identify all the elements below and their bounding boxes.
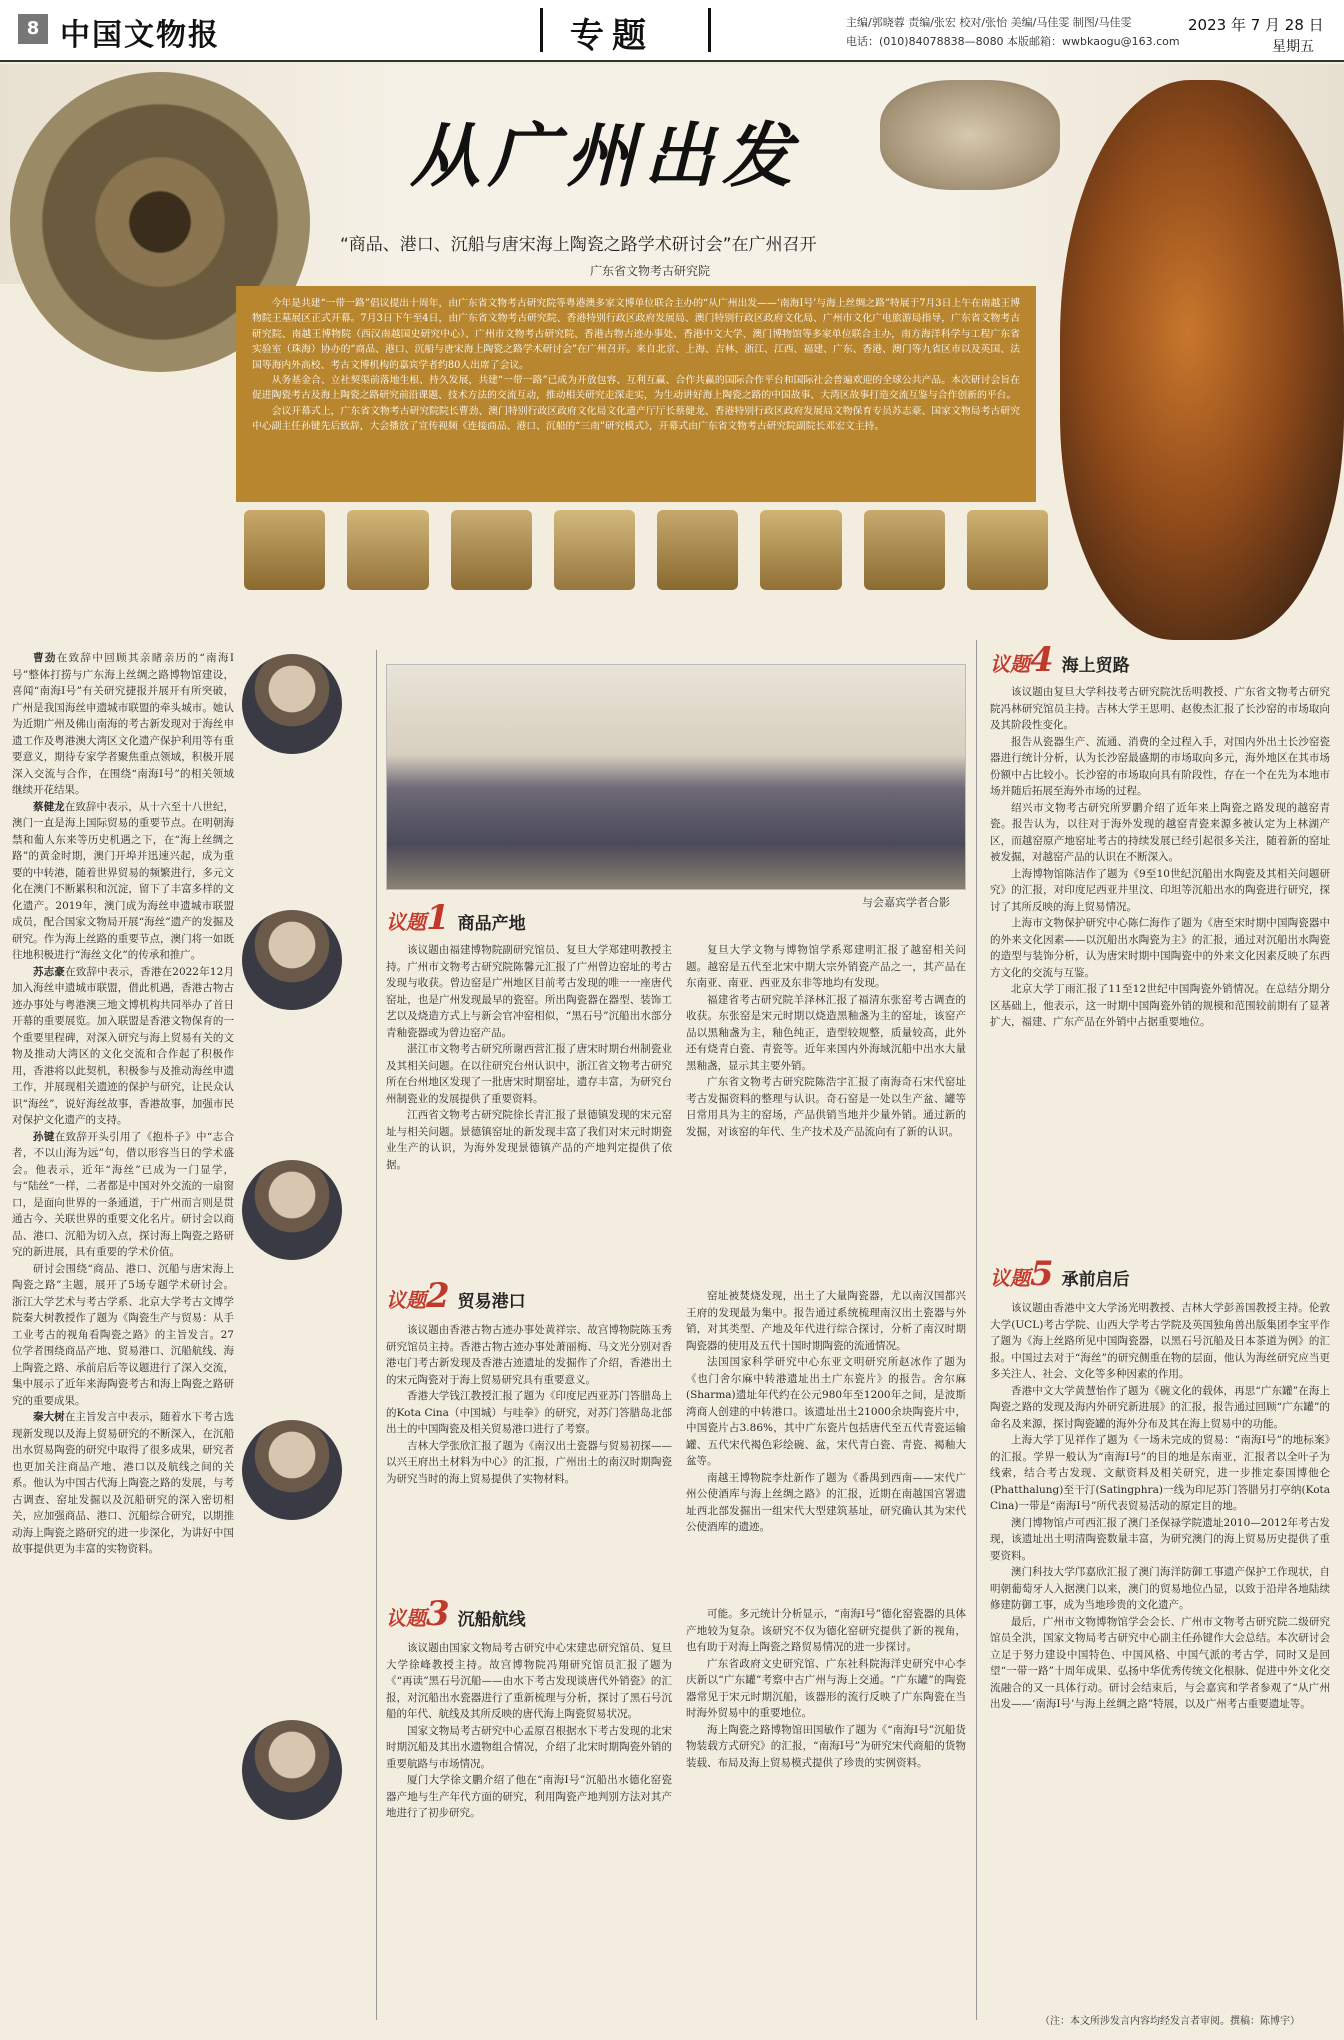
intro-text (252, 296, 1020, 435)
speaker-name: 曹劲 (33, 652, 57, 664)
headline-subtitle: “商品、港口、沉船与唐宋海上陶瓷之路学术研讨会”在广州召开 (340, 235, 817, 255)
topic-number: 4 (1030, 640, 1054, 680)
topic-title: 商品产地 (457, 914, 526, 934)
portrait-photo (242, 654, 342, 754)
sidebar-text: 在致辞中表示，香港在2022年12月加入海丝申遗城市联盟，借此机遇，香港古物古迹办事处与粤港澳三地文博机构共同举办了首日开幕的重要展览。加入联盟是香港文物保育的一个重要里程碑，对深入研究与海上贸易有关的文物及推动大湾区的文化交流和合作起了积极作用，香港将以此契机，积极参与及推动海丝申遗工作，并展现相关遗迹的保护与研究，让民众认识“海丝”，说好海丝故事，香港故事，加强市民对保护文化遗产的支持。 (12, 965, 234, 1126)
sidebar-text: 在主旨发言中表示，随着水下考古选现新发现以及海上贸易研究的不断深入，在沉船出水贸易陶瓷的研究中取得了很多成果，研究者也更加关注商品产地、港口以及航线之间的关系。他认为中国古代海上陶瓷之路的发展，与考古调查、窑址发掘以及沉船研究的深入密切相关，应加强商品、港口、沉船综合研究，以期推动海上陶瓷之路研究的进一步深化，为讲好中国故事提供更为丰富的实物资料。 (12, 1411, 234, 1555)
topic-1-heading (386, 898, 526, 938)
topic-paragraph: 该议题由香港中文大学汤光明教授、吉林大学彭善国教授主持。伦敦大学(UCL)考古学院、山西大学考古学院及英国独角兽出版集团李宝平作了题为《海上丝路所见中国陶瓷器，以黑石号沉船及日本茶道为例》的汇报。中国过去对于“海丝”的研究侧重在物的层面，他认为海丝研究应当更多关注人、社会、文化等多种因素的作用。 (990, 1302, 1330, 1380)
speaker-name: 孙键 (33, 1130, 55, 1143)
sidebar-text: 在致辞开头引用了《抱朴子》中“志合者，不以山海为远”句，借以形容当日的学术盛会。他表示，近年“海丝”已成为一门显学，与“陆丝”一样，二者都是中国对外交流的一扇窗口，是面向世界的一条通道，于广州而言则是贯通古今、关联世界的重要文化名片。研讨会以商品、港口、沉船为切入点，探讨海上陶瓷之路研究的新进展，具有重要的学术价值。 (12, 1130, 234, 1258)
speaker-name: 秦大树 (33, 1411, 65, 1423)
topic-paragraph: 该议题由国家文物局考古研究中心宋建忠研究馆员、复旦大学徐峰教授主持。故宫博物院冯翔研究馆员汇报了题为《“再读”黑石号沉船——由水下考古发现谈唐代外销瓷》的汇报，对沉船出水瓷器进行了重新梳理与分析，探讨了黑石号沉船的年代、航线及其所反映的唐代海上陶瓷贸易状况。 (386, 1642, 672, 1720)
topic-paragraph: 江西省文物考古研究院徐长青汇报了景德镇发现的宋元窑址与相关问题。景德镇窑址的新发现丰富了我们对宋元时期瓷业生产的认识，为海外发现景德镇产品的产地判定提供了依据。 (386, 1109, 672, 1171)
paper-name: 中国文物报 (60, 18, 220, 53)
artifact-image (967, 510, 1048, 590)
topic-3-heading (386, 1594, 526, 1634)
topic-paragraph: 法国国家科学研究中心东亚文明研究所赵冰作了题为《也门舍尔麻中转港遗址出土广东瓷片》的报告。舍尔麻(Sharma)遗址年代约在公元980年至1200年之间，是波斯湾商人创建的中转港口。该遗址出土21000余块陶瓷片中，中国瓷片占3.86%，其中广东瓷片包括唐代至五代青瓷运输罐、五代宋代褐色彩绘碗、盆，宋代青白瓷、青瓷、褐釉大盆等。 (686, 1356, 966, 1467)
topic-5-heading (990, 1254, 1130, 1294)
topic-prefix: 议题 (990, 1266, 1030, 1290)
column-divider (976, 640, 977, 2020)
portrait-photo (242, 910, 342, 1010)
group-photo (386, 664, 966, 890)
ceramic-bowl-image (880, 80, 1060, 190)
intro-box (236, 286, 1036, 502)
sidebar-paragraph (12, 1129, 234, 1261)
portrait-photo (242, 1420, 342, 1520)
topic-paragraph: 广东省文物考古研究院陈浩宇汇报了南海奇石宋代窑址考古发掘资料的整理与认识。奇石窑是一处以生产盆、罐等日常用具为主的窑场，产品供销当地并少量外销。通过新的发掘，对该窑的年代、生产技术及产品流向有了新的认识。 (686, 1076, 966, 1138)
topic-paragraph: 南越王博物院李灶新作了题为《番禺到西南——宋代广州公使酒库与海上丝绸之路》的汇报，近期在南越国宫署遗址西北部发掘出一组宋代大型建筑基址，研究确认其为宋代公使酒库的遗迹。 (686, 1471, 966, 1533)
topic-paragraph: 澳门博物馆卢可西汇报了澳门圣保禄学院遗址2010—2012年考古发现，该遗址出土明清陶瓷数量丰富，为研究澳门的海上贸易历史提供了重要资料。 (990, 1516, 1330, 1562)
topic-paragraph: 国家文物局考古研究中心孟原召根据水下考古发现的北宋时期沉船及其出水遗物组合情况，介绍了北宋时期陶瓷外销的重要航路与市场情况。 (386, 1724, 672, 1770)
artifact-image (244, 510, 325, 590)
sidebar-text: 在致辞中回顾其亲睹亲历的“南海Ⅰ号”整体打捞与广东海上丝绸之路博物馆建设，喜闻“南海Ⅰ号”有关研究捷报并展开有所突破，广州是我国海丝申遗城市联盟的牵头城市。她认为近期广州及佛山南海的考古新发现对于海丝申遗工作及粤港澳大湾区文化遗产保护利用等有重要意义，期待专家学者聚焦重点领域，积极开展深入交流与合作，在围绕“南海Ⅰ号”的相关领域继续开花结果。 (12, 652, 234, 796)
portrait-photo (242, 1160, 342, 1260)
masthead (0, 0, 1344, 62)
topic-paragraph: 绍兴市文物考古研究所罗鹏介绍了近年来上陶瓷之路发现的越窑青瓷。报告认为，以往对于海外发现的越窑青瓷来源多被认定为上林湖产区，而越窑原产地窑址考古的持续发展已经引起很多关注，随着新的窑址被发掘，对越窑产品的认识在不断深入。 (990, 801, 1330, 863)
topic-paragraph: 香港中文大学黄慧怡作了题为《碗文化的载体，再思“广东罐”在海上陶瓷之路的发现及海内外研究新进展》的汇报，报告通过回顾“广东罐”的命名及来源，探讨陶瓷罐的海外分布及其在海上贸易中的功能。 (990, 1384, 1330, 1430)
topic-4-heading (990, 640, 1130, 680)
intro-paragraph: 从务基金合、立社契渠前落地生根、持久发展，共建“一带一路”已成为开放包容、互利互赢、合作共赢的国际合作平台和国际社会普遍欢迎的全球公共产品。本次研讨会旨在促进陶瓷考古及海上陶瓷之路研究前沿课题、技术方法的交流互动，推动相关研究走深走实，为生动讲好海上陶瓷之路的中国故事、大湾区故事打造交流互鉴与合作创新的平台。 (252, 375, 1020, 402)
topic-paragraph: 复旦大学文物与博物馆学系郑建明汇报了越窑相关问题。越窑是五代至北宋中期大宗外销瓷产品之一，其产品在东南亚、南亚、西亚及东非等地均有发现。 (686, 944, 966, 989)
sidebar-paragraph (12, 964, 234, 1129)
masthead-divider-2 (708, 8, 711, 52)
artifact-image (760, 510, 841, 590)
photo-caption: 与会嘉宾学者合影 (862, 896, 950, 909)
topic-paragraph: 最后，广州市文物博物馆学会会长、广州市文物考古研究院二级研究馆员全洪，国家文物局考古研究中心副主任孙键作大会总结。本次研讨会立足于努力建设中国特色、中国风格、中国气派的考古学，同时又是回望“一带一路”十周年成果、弘扬中华优秀传统文化根脉、促进中外文化交流融合的又一具体行动。研讨会结束后，与会嘉宾和学者参观了“从广州出发——‘南海Ⅰ号’与海上丝绸之路”特展，以及广州考古重要遗址等。 (990, 1615, 1330, 1710)
credits-line-1: 主编/郭晓蓉 责编/张宏 校对/张怡 美编/马佳雯 制图/马佳雯 (846, 16, 1132, 29)
artifact-image (451, 510, 532, 590)
topic-title: 承前启后 (1061, 1270, 1130, 1290)
artifact-image (657, 510, 738, 590)
topic-prefix: 议题 (990, 652, 1030, 676)
topic-paragraph: 报告从瓷器生产、流通、消费的全过程入手，对国内外出土长沙窑瓷器进行统计分析，认为长沙窑最盛期的市场取向多元，海外地区在其市场份额中占比较小。长沙窑的市场取向具有阶段性，存在一个在先为本地市场并随后拓展至海外市场的过程。 (990, 735, 1330, 797)
topic-paragraph: 窑址被焚烧发现，出土了大量陶瓷器，尤以南汉国都兴王府的发现最为集中。报告通过系统梳理南汉出土瓷器与外销，对其类型、产地及年代进行综合探讨，分析了南汉时期陶瓷器的使用及五代十国时期陶瓷的流通情况。 (686, 1290, 966, 1352)
topic-paragraph: 香港大学钱江教授汇报了题为《印度尼西亚苏门答腊岛上的Kota Cina（中国城）与哇拳》的研究，对苏门答腊岛北部出土的中国陶瓷及相关贸易港口进行了考察。 (386, 1390, 672, 1435)
topic-paragraph: 广东省政府文史研究馆、广东社科院海洋史研究中心李庆新以“广东罐”考察中古广州与海上交通。“广东罐”的陶瓷器常见于宋元时期沉船，该器形的流行反映了广东陶瓷在当时海外贸易中的重要地位。 (686, 1657, 966, 1719)
credits-line-2: 电话：(010)84078838—8080 本版邮箱：wwbkaogu@163.com (846, 35, 1180, 48)
topic-4-column (990, 684, 1330, 1244)
page-number: 8 (18, 14, 48, 44)
sidebar-paragraph (12, 650, 234, 799)
sidebar-column (12, 650, 234, 2030)
intro-paragraph: 会议开幕式上，广东省文物考古研究院院长曹劲、澳门特别行政区政府文化局文化遗产厅厅长蔡健龙、香港特别行政区政府发展局文物保育专员苏志豪、国家文物局考古研究中心副主任孙键先后致辞，大会播放了宣传视频《连接商品、港口、沉船的“三南”研究模式》，开幕式由广东省文物考古研究院副院长邓宏文主持。 (252, 405, 1020, 433)
topic-paragraph: 该议题由复旦大学科技考古研究院沈岳明教授、广东省文物考古研究院冯林研究馆员主持。吉林大学王思明、赵俊杰汇报了长沙窑的市场取向及其阶段性变化。 (990, 686, 1330, 731)
topic-paragraph: 北京大学丁雨汇报了11至12世纪中国陶瓷外销情况。在总结分期分区基础上，他表示，这一时期中国陶瓷外销的规模和范围较前期有了显著扩大，福建、广东产品在外销中占据重要地位。 (990, 983, 1330, 1028)
topic-paragraph: 澳门科技大学邝嘉欣汇报了澳门海洋防御工事遗产保护工作现状，自明朝葡萄牙人入据澳门以来，澳门的贸易地位凸显，以致于沿岸各地陆续修建防御工事，成为当地珍贵的文化遗产。 (990, 1566, 1330, 1611)
speaker-name: 蔡健龙 (33, 800, 65, 813)
topic-paragraph: 吉林大学张欣汇报了题为《南汉出土瓷器与贸易初探——以兴王府出土材料为中心》的汇报，广州出土的南汉时期陶瓷为研究当时的海上贸易提供了实物材料。 (386, 1439, 672, 1485)
sidebar-text: 研讨会围绕“商品、港口、沉船与唐宋海上陶瓷之路”主题，展开了5场专题学术研讨会。浙江大学艺术与考古学系、北京大学考古文博学院秦大树教授作了题为《陶瓷生产与贸易：从手工业考古的视角看陶瓷之路》的主旨发言。27位学者围绕商品产地、贸易港口、沉船航线、海上陶瓷之路、承前启后等议题进行了深入交流，集中展示了近年来海陶瓷考古和海上陶瓷之路研究的重要成果。 (12, 1262, 234, 1407)
issue-date: 2023 年 7 月 28 日 (1188, 16, 1324, 34)
topic-paragraph: 福建省考古研究院羊泽林汇报了福清东张窑考古调查的收获。东张窑是宋元时期以烧造黑釉盏为主的窑址，该窑产品以黑釉盏为主，釉色纯正，造型较规整，质量较高，此外还有烧青白瓷、青瓷等。近年来国内外海域沉船中出水大量黑釉盏，显示其主要外销。 (686, 993, 966, 1072)
topic-title: 海上贸路 (1061, 656, 1130, 676)
sidebar-paragraph (12, 1261, 234, 1410)
portrait-photo (242, 1720, 342, 1820)
intro-paragraph: 今年是共建“一带一路”倡议提出十周年，由广东省文物考古研究院等粤港澳多家文博单位联合主办的“从广州出发——‘南海Ⅰ号’与海上丝绸之路”特展于7月3日上午在南越王博物院王墓展区正式开幕。7月3日下午至4日，由广东省文物考古研究院、香港特别行政区政府发展局、澳门特别行政区政府文化局、广州市文化广电旅游局指导，广东省文物考古研究院、南越王博物院（西汉南越国史研究中心）、广州市文物考古研究院、香港古物古迹办事处、香港中文大学、澳门博物馆等多家单位联合主办，南方海洋科学与工程广东省实验室（珠海）协办的“商品、港口、沉船与唐宋海上陶瓷之路学术研讨会”在广州召开。来自北京、上海、吉林、浙江、江西、福建、广东、香港、澳门等九省区市以及英国、法国等海内外高校、考古文博机构的嘉宾学者约80人出席了会议。 (252, 298, 1020, 371)
issue-weekday: 星期五 (1272, 39, 1314, 55)
sidebar-text: 在致辞中表示，从十六至十八世纪，澳门一直是海上国际贸易的重要节点。在明朝海禁和葡人东来等历史机遇之下，在“海上丝绸之路”的黄金时期，澳门开埠并迅速兴起，成为重要的中转港，随着世界贸易的频繁进行，多元文化在澳门不断累积和沉淀，留下了丰富多样的文化遗产。2019年，澳门成为海丝申遗城市联盟成员，配合国家文物局开展“海丝”遗产的发掘及研究。作为海上丝路的重要节点，澳门将一如既往地积极进行“海丝文化”的传承和推广。 (12, 800, 234, 961)
topic-1-col-b (686, 942, 966, 1268)
topic-3-col-b (686, 1606, 966, 2012)
headline-title: 从广州出发 (410, 114, 800, 197)
sidebar-paragraph (12, 1409, 234, 1558)
footer-note: （注：本文所涉发言内容均经发言者审阅。撰稿：陈博宇） (1040, 2016, 1300, 2027)
column-divider (376, 650, 377, 2020)
artifact-image (554, 510, 635, 590)
masthead-divider (540, 8, 543, 52)
topic-2-heading (386, 1276, 526, 1316)
topic-prefix: 议题 (386, 910, 426, 934)
topic-3-col-a (386, 1640, 672, 2012)
topic-1-col-a (386, 942, 672, 1268)
topic-prefix: 议题 (386, 1606, 426, 1630)
topic-paragraph: 湛江市文物考古研究所谢西营汇报了唐宋时期台州制瓷业及其相关问题。在以往研究台州认识中，浙江省文物考古研究所在台州地区发现了一批唐宋时期窑址，遗存丰富，为研究台州制瓷业的发展提供了重要资料。 (386, 1043, 672, 1105)
topic-paragraph: 可能。多元统计分析显示，“南海Ⅰ号”德化窑瓷器的具体产地较为复杂。该研究不仅为德化窑研究提供了新的视角，也有助于对海上陶瓷之路贸易情况的进一步探讨。 (686, 1608, 966, 1653)
topic-paragraph: 该议题由香港古物古迹办事处黄祥宗、故宫博物院陈玉秀研究馆员主持。香港古物古迹办事处萧丽梅、马文光分别对香港屯门考古新发现及香港古迹遗址的发掘作了介绍，香港出土的宋元陶瓷对于海上贸易研究具有重要意义。 (386, 1324, 672, 1386)
topic-paragraph: 海上陶瓷之路博物馆田国敏作了题为《“南海Ⅰ号”沉船货物装载方式研究》的汇报，“南海Ⅰ号”为研究宋代商船的货物装载、布局及海上贸易模式提供了珍贵的实例资料。 (686, 1723, 966, 1769)
topic-title: 贸易港口 (457, 1292, 526, 1312)
speaker-name: 苏志豪 (33, 965, 66, 978)
topic-title: 沉船航线 (457, 1610, 526, 1630)
topic-number: 2 (426, 1276, 450, 1316)
artifact-strip (236, 510, 1056, 590)
artifact-image (347, 510, 428, 590)
sidebar-paragraph (12, 799, 234, 964)
artifact-image (864, 510, 945, 590)
ceramic-jar-image (1060, 80, 1344, 640)
topic-number: 3 (426, 1594, 450, 1634)
section-name: 专题 (570, 16, 654, 56)
topic-paragraph: 上海市文物保护研究中心陈仁海作了题为《唐至宋时期中国陶瓷器中的外来文化因素——以沉船出水陶瓷为主》的汇报，通过对沉船出水陶瓷的造型与装饰分析，认为唐宋时期中国陶瓷中的外来文化因素反映了东西方文化的交流与互鉴。 (990, 917, 1330, 979)
topic-2-col-b (686, 1288, 966, 1588)
headline-author: 广东省文物考古研究院 (590, 264, 711, 278)
topic-paragraph: 上海大学丁见祥作了题为《一场未完成的贸易：“南海Ⅰ号”的地标案》的汇报。学界一般认为“南海Ⅰ号”的目的地是东南亚，汇报者以全叶子为线索，结合考古发现、文献资料及相关研究，进一步推定泰国博他仑(Phatthalung)至干汀(Satingphra)一线为印尼苏门答腊另打亭纳(Kota Cina)一带是“南海Ⅰ号”所代表贸易活动的原定目的地。 (990, 1434, 1330, 1512)
topic-paragraph: 上海博物馆陈洁作了题为《9至10世纪沉船出水陶瓷及其相关问题研究》的汇报，对印度尼西亚井里汶、印坦等沉船出水的陶瓷进行研究，探讨了其所反映的海上贸易情况。 (990, 867, 1330, 913)
topic-prefix: 议题 (386, 1288, 426, 1312)
topic-paragraph: 厦门大学徐文鹏介绍了他在“南海Ⅰ号”沉船出水德化窑瓷器产地与生产年代方面的研究，利用陶瓷产地判别方法对其产地进行了初步研究。 (386, 1774, 672, 1819)
topic-2-col-a (386, 1322, 672, 1582)
topic-5-column (990, 1300, 1330, 2000)
topic-number: 5 (1030, 1254, 1054, 1294)
topic-paragraph: 该议题由福建博物院副研究馆员、复旦大学郑建明教授主持。广州市文物考古研究院陈馨元汇报了广州曾边窑址的考古发现与收获。曾边窑是广州地区目前考古发现的唯一一座唐代窑址，也是广州发现最早的瓷窑。所出陶瓷器在器型、装饰工艺以及烧造方式上与新会官冲窑相似，“黑石号”沉船出水部分青釉瓷器或为曾边窑产品。 (386, 944, 672, 1039)
topic-number: 1 (426, 898, 450, 938)
